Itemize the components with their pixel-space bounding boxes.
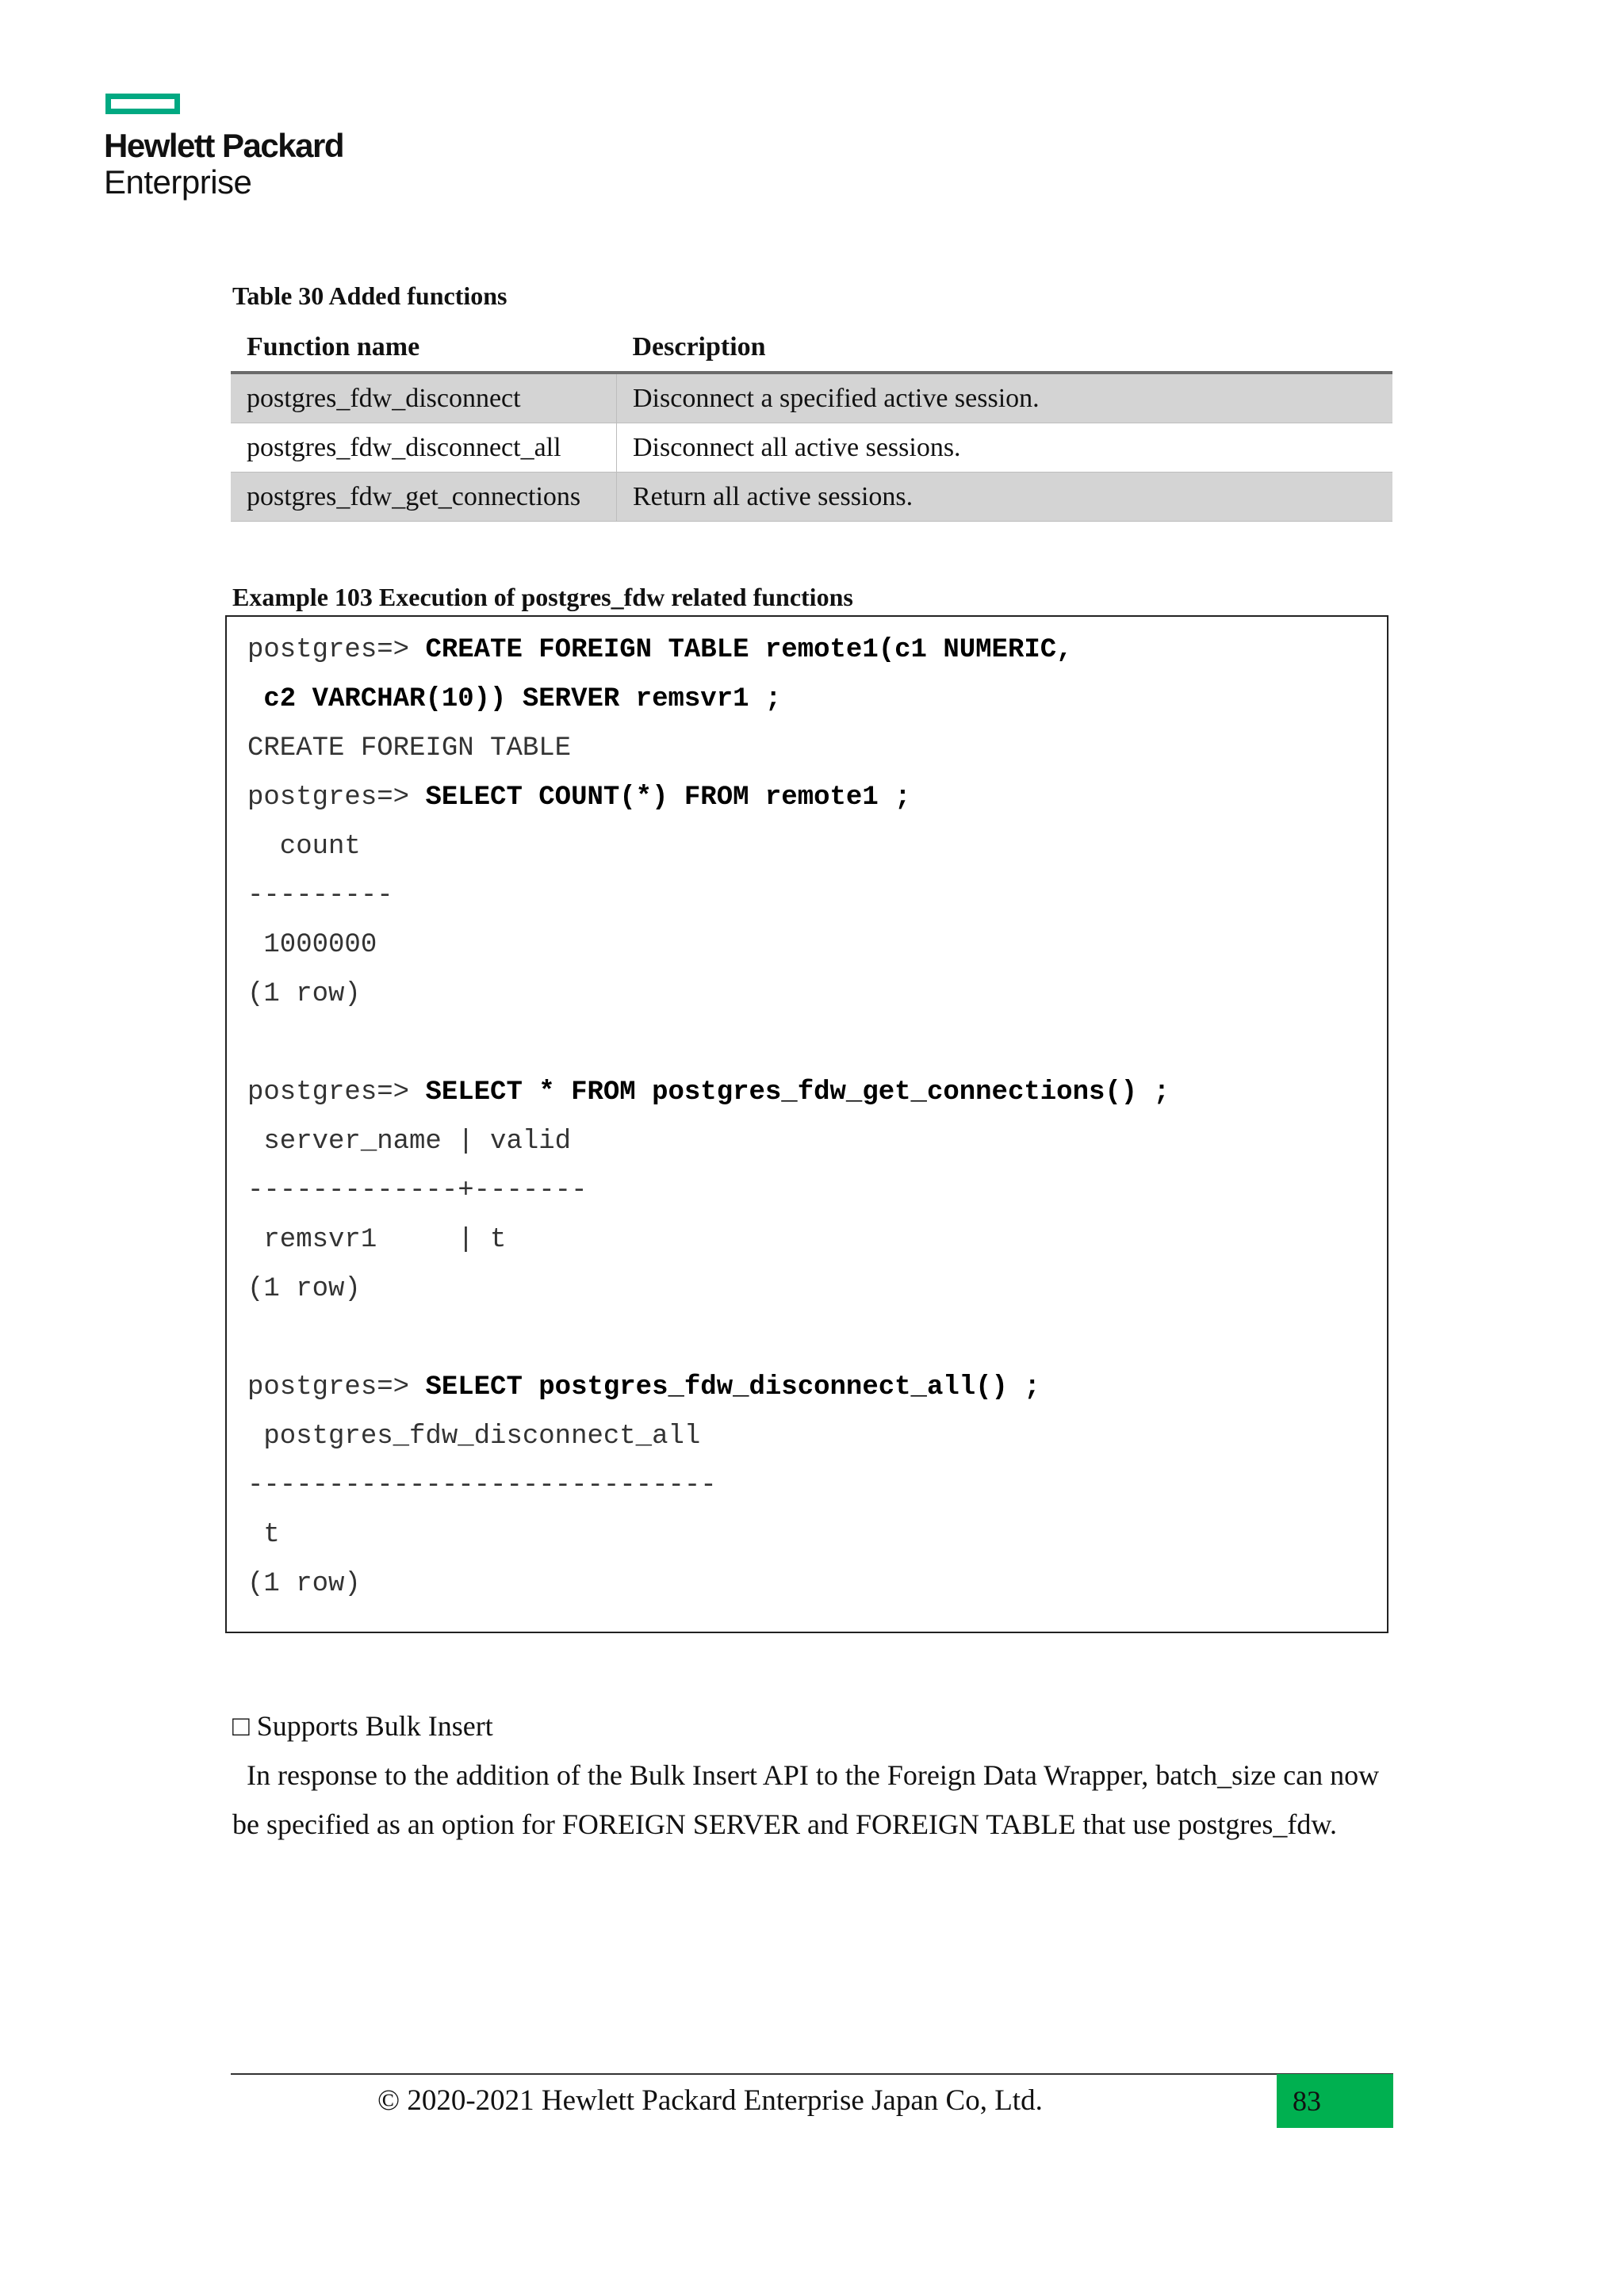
code-line: CREATE FOREIGN TABLE: [247, 733, 572, 763]
function-name-cell: postgres_fdw_disconnect_all: [231, 423, 617, 473]
section-heading: □ Supports Bulk Insert: [232, 1710, 493, 1742]
column-header-function-name: Function name: [231, 323, 617, 373]
code-line: postgres_fdw_disconnect_all: [247, 1422, 701, 1452]
code-line: postgres=> SELECT postgres_fdw_disconnect_all() ;: [247, 1372, 1040, 1402]
description-cell: Return all active sessions.: [617, 473, 1393, 522]
example-caption: Example 103 Execution of postgres_fdw related functions: [232, 583, 853, 611]
code-line: t: [247, 1520, 280, 1550]
code-line: ---------: [247, 881, 393, 911]
code-line: server_name | valid: [247, 1127, 572, 1157]
code-line: c2 VARCHAR(10)) SERVER remsvr1 ;: [263, 684, 782, 714]
footer-divider: [231, 2073, 1393, 2075]
table-caption: Table 30 Added functions: [232, 281, 508, 310]
code-example-box: [225, 615, 1388, 1633]
table-row: [231, 423, 1392, 473]
description-cell: Disconnect all active sessions.: [617, 423, 1393, 473]
code-line: remsvr1 | t: [247, 1225, 507, 1255]
column-header-description: Description: [617, 323, 1393, 373]
code-line: -------------+-------: [247, 1176, 588, 1206]
code-line: -----------------------------: [247, 1471, 717, 1501]
table-header-row: [231, 323, 1392, 373]
code-line: postgres=> SELECT COUNT(*) FROM remote1 ;: [247, 783, 911, 813]
description-cell: Disconnect a specified active session.: [617, 373, 1393, 423]
hpe-logo-bar-icon: [105, 94, 180, 114]
table-row: [231, 473, 1392, 522]
code-line: postgres=> CREATE FOREIGN TABLE remote1(c1 NUMERIC,: [247, 635, 1073, 665]
code-line: postgres=> SELECT * FROM postgres_fdw_get_connections() ;: [247, 1077, 1170, 1108]
code-line: (1 row): [247, 1274, 361, 1304]
code-line: (1 row): [247, 1569, 361, 1599]
logo-text-line1: Hewlett Packard: [104, 127, 343, 164]
code-line: (1 row): [247, 979, 361, 1009]
table-row: [231, 373, 1392, 423]
function-name-cell: postgres_fdw_disconnect: [231, 373, 617, 423]
added-functions-table: [231, 323, 1392, 522]
function-name-cell: postgres_fdw_get_connections: [231, 473, 617, 522]
code-line: count: [247, 832, 361, 862]
page-number: 83: [1277, 2074, 1393, 2128]
section-body-line2: be specified as an option for FOREIGN SERVER and FOREIGN TABLE that use postgres_fdw.: [232, 1808, 1338, 1840]
footer-copyright: © 2020-2021 Hewlett Packard Enterprise Japan Co, Ltd.: [377, 2084, 1043, 2117]
section-body-line1: In response to the addition of the Bulk Insert API to the Foreign Data Wrapper, batch_size can now: [232, 1759, 1380, 1791]
code-line: 1000000: [247, 930, 377, 960]
logo-text-line2: Enterprise: [104, 163, 252, 201]
